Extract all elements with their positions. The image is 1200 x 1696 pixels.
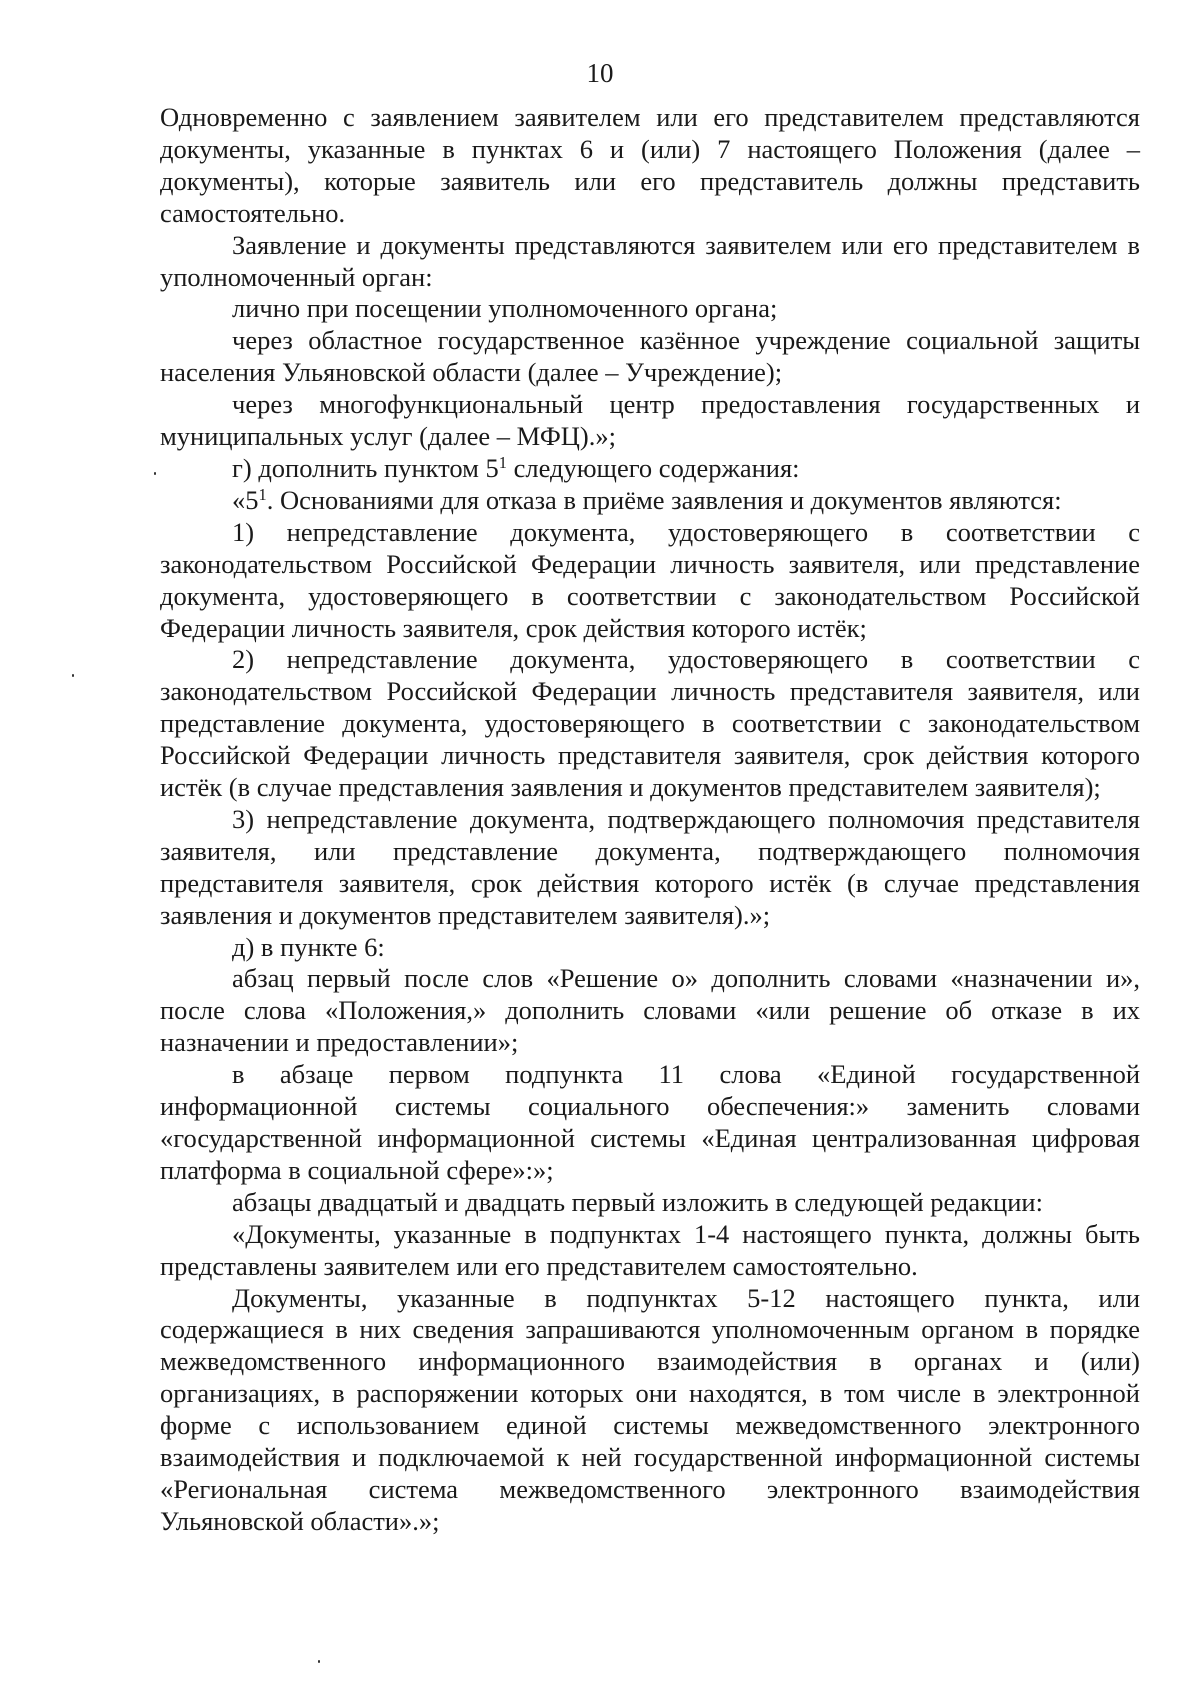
paragraph-16: Документы, указанные в подпунктах 5-12 настоящего пункта, или содержащиеся в них сведения запрашиваются уполномоченным органом в порядке межведомственного информационного взаимодействия в органах и (или) организациях, в распоряжении которых они находятся, в том числе в электронной форме с использованием единой системы межведомственного электронного взаимодействия и подключаемой к ней государственной информационной системы «Региональная система межведомственного электронного взаимодействия Ульяновской области».»;: [160, 1282, 1140, 1536]
paragraph-7-text-after: . Основаниями для отказа в приёме заявления и документов являются:: [266, 484, 1062, 515]
page-number: 10: [586, 58, 614, 88]
paragraph-6-text-before: г) дополнить пунктом 5: [232, 452, 499, 483]
paragraph-4: через областное государственное казённое учреждение социальной защиты населения Ульяновской области (далее – Учреждение);: [160, 325, 1140, 388]
paragraph-14: абзацы двадцатый и двадцать первый изложить в следующей редакции:: [232, 1186, 1043, 1217]
paragraph-12: абзац первый после слов «Решение о» дополнить словами «назначении и», после слова «Положения,» дополнить словами «или решение об отказе в их назначении и предоставлении»;: [160, 963, 1140, 1058]
paragraph-6-text-after: следующего содержания:: [507, 452, 800, 483]
paragraph-8: 1) непредставление документа, удостоверяющего в соответствии с законодательством Российской Федерации личность заявителя, или представление документа, удостоверяющего в соответствии с законодательством Российской Федерации личность заявителя, срок действия которого истёк;: [160, 516, 1140, 643]
paragraph-5: через многофункциональный центр предоставления государственных и муниципальных услуг (далее – МФЦ).»;: [160, 389, 1140, 452]
paragraph-11: д) в пункте 6:: [232, 931, 385, 962]
paragraph-1: Одновременно с заявлением заявителем или его представителем представляются документы, указанные в пунктах 6 и (или) 7 настоящего Положения (далее – документы), которые заявитель или его представитель должны представить самостоятельно.: [160, 102, 1140, 228]
paragraph-7-text-before: «5: [232, 484, 259, 515]
scan-speck: [154, 472, 156, 475]
paragraph-13: в абзаце первом подпункта 11 слова «Единой государственной информационной системы социального обеспечения:» заменить словами «государственной информационной системы «Единая централизованная цифровая платформа в социальной сфере»:»;: [160, 1059, 1140, 1185]
paragraph-9: 2) непредставление документа, удостоверяющего в соответствии с законодательством Российской Федерации личность представителя заявителя, или представление документа, удостоверяющего в соответствии с законодательством Российской Федерации личность представителя заявителя, срок действия которого истёк (в случае представления заявления и документов представителем заявителя);: [160, 644, 1140, 803]
scan-speck: [72, 674, 74, 677]
paragraph-6-superscript: 1: [498, 452, 507, 472]
paragraph-6: [160, 453, 1140, 485]
scan-speck: [318, 1660, 320, 1663]
paragraph-2: Заявление и документы представляются заявителем или его представителем в уполномоченный орган:: [160, 229, 1140, 292]
document-body: [160, 102, 1140, 1538]
paragraph-7: [160, 485, 1140, 517]
paragraph-10: 3) непредставление документа, подтверждающего полномочия представителя заявителя, или представление документа, подтверждающего полномочия представителя заявителя, срок действия которого истёк (в случае представления заявления и документов представителем заявителя).»;: [160, 803, 1140, 930]
paragraph-7-superscript: 1: [258, 484, 267, 504]
paragraph-3: лично при посещении уполномоченного органа;: [232, 293, 778, 324]
paragraph-15: «Документы, указанные в подпунктах 1-4 настоящего пункта, должны быть представлены заявителем или его представителем самостоятельно.: [160, 1218, 1140, 1281]
